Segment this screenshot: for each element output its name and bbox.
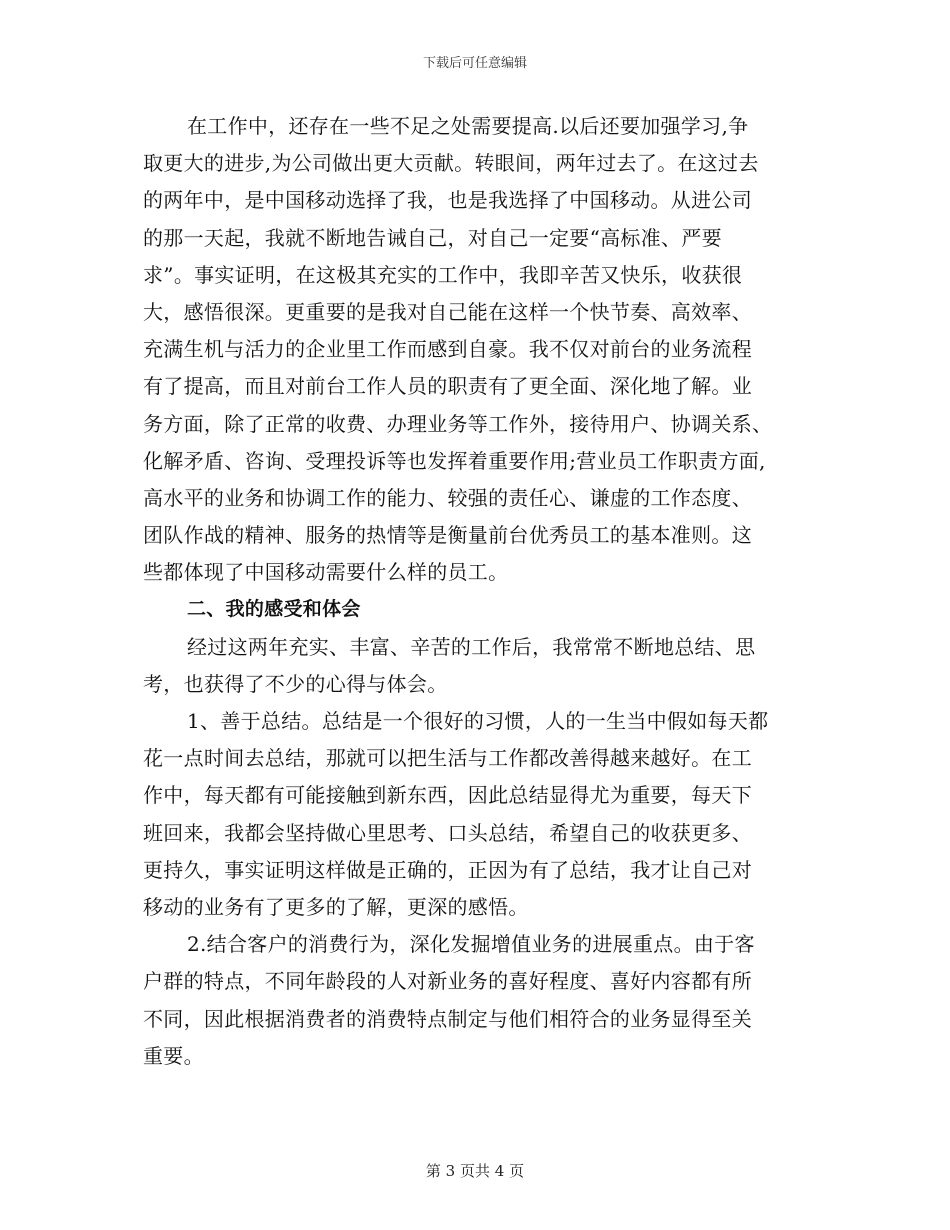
text-line: 些都体现了中国移动需要什么样的员工。 bbox=[143, 560, 509, 585]
text-line: 团队作战的精神、服务的热情等是衡量前台优秀员工的基本准则。这 bbox=[143, 523, 752, 548]
text-line: 的两年中，是中国移动选择了我，也是我选择了中国移动。从进公司 bbox=[143, 188, 752, 213]
text-line: 大，感悟很深。更重要的是我对自己能在这样一个快节奏、高效率、 bbox=[143, 299, 752, 324]
text-line: 求”。事实证明，在这极其充实的工作中，我即辛苦又快乐，收获很 bbox=[143, 262, 743, 287]
text-line: 重要。 bbox=[143, 1043, 204, 1068]
text-line: 取更大的进步,为公司做出更大贡献。转眼间，两年过去了。在这过去 bbox=[143, 151, 759, 176]
text-line: 花一点时间去总结，那就可以把生活与工作都改善得越来越好。在工 bbox=[143, 746, 752, 771]
text-line: 高水平的业务和协调工作的能力、较强的责任心、谦虚的工作态度、 bbox=[143, 485, 752, 510]
section-heading: 二、我的感受和体会 bbox=[187, 598, 361, 621]
page-footer: 第 3 页共 4 页 bbox=[425, 1162, 525, 1180]
text-line: 考，也获得了不少的心得与体会。 bbox=[143, 671, 448, 696]
text-line: 2.结合客户的消费行为，深化发掘增值业务的进展重点。由于客 bbox=[187, 932, 755, 957]
text-line: 经过这两年充实、丰富、辛苦的工作后，我常常不断地总结、思 bbox=[187, 634, 756, 659]
text-line: 班回来，我都会坚持做心里思考、口头总结，希望自己的收获更多、 bbox=[143, 820, 752, 845]
text-line: 务方面，除了正常的收费、办理业务等工作外，接待用户、协调关系、 bbox=[143, 411, 773, 436]
text-line: 不同，因此根据消费者的消费特点制定与他们相符合的业务显得至关 bbox=[143, 1006, 752, 1031]
text-line: 有了提高，而且对前台工作人员的职责有了更全面、深化地了解。业 bbox=[143, 374, 752, 399]
text-line: 户群的特点，不同年龄段的人对新业务的喜好程度、喜好内容都有所 bbox=[143, 969, 752, 994]
text-line: 在工作中，还存在一些不足之处需要提高.以后还要加强学习,争 bbox=[187, 114, 749, 138]
text-line: 化解矛盾、咨询、受理投诉等也发挥着重要作用;营业员工作职责方面, bbox=[143, 448, 766, 473]
document-body bbox=[143, 108, 823, 1075]
text-line: 1、善于总结。总结是一个很好的习惯，人的一生当中假如每天都 bbox=[187, 709, 769, 733]
page-header: 下载后可任意编辑 bbox=[422, 56, 527, 71]
text-line: 作中，每天都有可能接触到新东西，因此总结显得尤为重要，每天下 bbox=[143, 783, 752, 808]
text-line: 的那一天起，我就不断地告诫自己，对自己一定要“高标准、严要 bbox=[143, 225, 722, 250]
text-line: 更持久，事实证明这样做是正确的，正因为有了总结，我才让自己对 bbox=[143, 857, 752, 882]
text-line: 充满生机与活力的企业里工作而感到自豪。我不仅对前台的业务流程 bbox=[143, 337, 752, 362]
text-line: 移动的业务有了更多的了解，更深的感悟。 bbox=[143, 894, 529, 919]
